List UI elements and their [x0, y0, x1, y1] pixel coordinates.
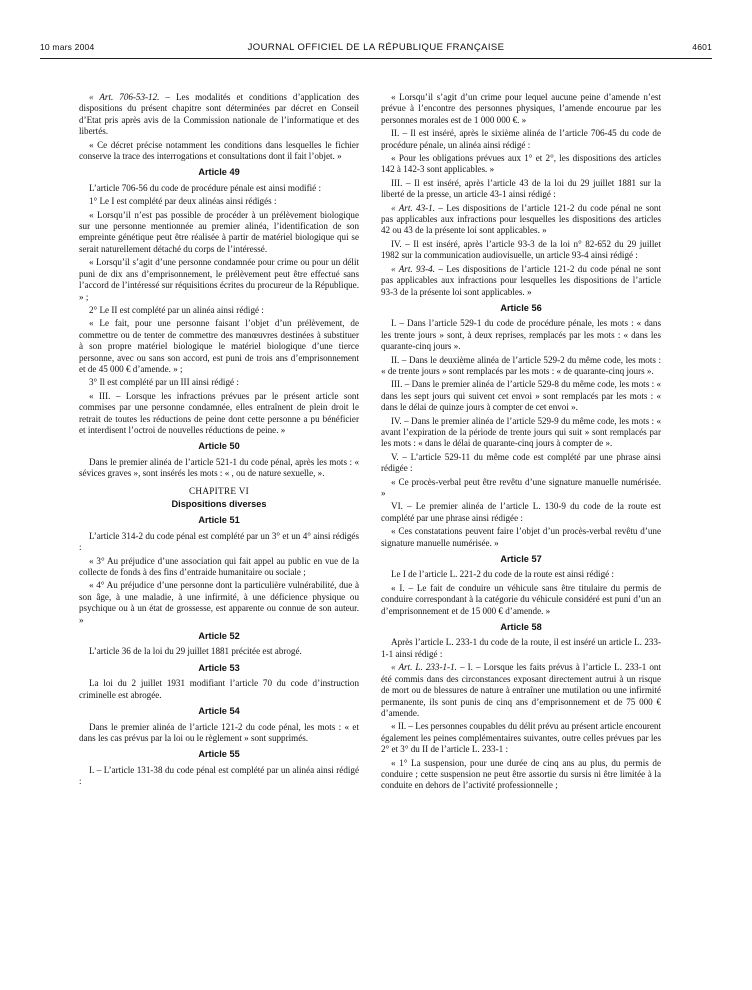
- paragraph: « Lorsqu’il n’est pas possible de procéder à un prélèvement biologique sur une personne mentionnée au premier alinéa, l’identification de son empreinte génétique peut être réalisée à partir de matériel biologique qui se serait naturellement détaché du corps de l’intéressé.: [79, 209, 359, 254]
- paragraph: [381, 203, 661, 237]
- paragraph: « I. – Le fait de conduire un véhicule sans être titulaire du permis de conduire correspondant à la catégorie du véhicule considéré est puni d’un an d’emprisonnement et de 15 000 € d’amende. »: [381, 582, 661, 616]
- header-date: 10 mars 2004: [40, 42, 95, 52]
- paragraph: « III. – Lorsque les infractions prévues par le présent article sont commises par une personne condamnée, elles entraînent de plein droit le retrait de toutes les réductions de peine dont cette personne a pu bénéficier et interdisent l’octroi de nouvelles réductions de peine. »: [79, 390, 359, 435]
- paragraph: III. – Il est inséré, après l’article 43 de la loi du 29 juillet 1881 sur la liberté de la presse, un article 43-1 ainsi rédigé :: [381, 177, 661, 200]
- paragraph: « Le fait, pour une personne faisant l’objet d’un prélèvement, de commettre ou de tenter de commettre des manœuvres destinées à substituer à son propre matériel biologique le matériel biologique d’une tierce personne, avec ou sans son accord, est puni de trois ans d’emprisonnement et de 45 000 € d’amende. » ;: [79, 318, 359, 374]
- paragraph: [381, 264, 661, 298]
- paragraph: Après l’article L. 233-1 du code de la route, il est inséré un article L. 233-1-1 ainsi rédigé :: [381, 637, 661, 659]
- paragraph: I. – L’article 131-38 du code pénal est complété par un alinéa ainsi rédigé :: [79, 764, 359, 787]
- header-rule: [40, 58, 712, 59]
- page-header: [40, 42, 712, 56]
- paragraph: « 4° Au préjudice d’une personne dont la particulière vulnérabilité, due à son âge, à une maladie, à une infirmité, à une déficience physique ou psychique ou à un état de grossesse, est apparente ou connue de son auteur. »: [79, 580, 359, 625]
- article-heading: Article 55: [198, 749, 240, 760]
- paragraph: « Ce procès-verbal peut être revêtu d’une signature manuelle numérisée. »: [381, 476, 661, 498]
- paragraph: IV. – Il est inséré, après l’article 93-3 de la loi n° 82-652 du 29 juillet 1982 sur la communication audiovisuelle, un article 93-4 ainsi rédigé :: [381, 238, 661, 261]
- article-heading: Article 53: [198, 662, 240, 673]
- chapter-heading: CHAPITRE VI: [188, 485, 250, 496]
- paragraph: « II. – Les personnes coupables du délit prévu au présent article encourent également les peines complémentaires suivantes, outre celles prévues par les 2° et 3° du II de l’article L. 233-1 :: [381, 721, 661, 755]
- article-heading: Article 52: [198, 631, 240, 642]
- left-column: [79, 92, 359, 790]
- paragraph: VI. – Le premier alinéa de l’article L. 130-9 du code de la route est complété par une phrase ainsi rédigée :: [381, 501, 661, 523]
- paragraph: II. – Il est inséré, après le sixième alinéa de l’article 706-45 du code de procédure pénale, un alinéa ainsi rédigé :: [381, 128, 661, 150]
- paragraph: 1° Le I est complété par deux alinéas ainsi rédigés :: [89, 196, 277, 207]
- paragraph: « 1° La suspension, pour une durée de cinq ans au plus, du permis de conduire ; cette suspension ne peut être assortie du sursis ni être limitée à la conduite en dehors de l’activité professionnelle ;: [381, 757, 661, 791]
- paragraph: « Ce décret précise notamment les conditions dans lesquelles le fichier conserve la trace des interrogations et consultations dont il fait l’objet. »: [79, 139, 359, 162]
- article-heading: Article 56: [500, 302, 542, 313]
- article-ref: « Art. L. 233-1-1.: [391, 662, 457, 673]
- paragraph-text: – I. – Lorsque les faits prévus à l’article L. 233-1 ont été commis dans des circonstances exposant directement autrui à un risque de mort ou de blessures de nature à entraîner une mutilation ou une infirmité permanente, ils sont punis de cinq ans d’emprisonnement et de 75 000 € d’amende.: [381, 662, 661, 718]
- paragraph: « Pour les obligations prévues aux 1° et 2°, les dispositions des articles 142 à 142-3 sont applicables. »: [381, 153, 661, 175]
- chapter-title: Dispositions diverses: [171, 499, 267, 509]
- paragraph: « Lorsqu’il s’agit d’un crime pour lequel aucune peine d’amende n’est prévue à l’encontre des personnes physiques, l’amende encourue par les personnes morales est de 1 000 000 €. »: [381, 92, 661, 125]
- paragraph: I. – Dans l’article 529-1 du code de procédure pénale, les mots : « dans les trente jours » sont, à deux reprises, remplacés par les mots : « dans les quarante-cinq jours ».: [381, 318, 661, 352]
- article-heading: Article 51: [198, 515, 240, 526]
- article-heading: Article 58: [500, 622, 542, 633]
- paragraph: II. – Dans le deuxième alinéa de l’article 529-2 du même code, les mots : « de trente jours » sont remplacés par les mots : « de quarante-cinq jours ».: [381, 354, 661, 376]
- paragraph: [381, 662, 661, 719]
- article-heading: Article 50: [198, 441, 240, 452]
- journal-title: JOURNAL OFFICIEL DE LA RÉPUBLIQUE FRANÇAISE: [247, 42, 505, 53]
- right-column: [381, 92, 661, 794]
- paragraph: [79, 92, 359, 138]
- paragraph: La loi du 2 juillet 1931 modifiant l’article 70 du code d’instruction criminelle est abrogée.: [79, 678, 359, 700]
- paragraph: Dans le premier alinéa de l’article 521-1 du code pénal, après les mots : « sévices graves », sont insérés les mots : « , ou de nature sexuelle, ».: [79, 456, 359, 479]
- paragraph: L’article 314-2 du code pénal est complété par un 3° et un 4° ainsi rédigés :: [79, 530, 359, 553]
- paragraph: « Lorsqu’il s’agit d’une personne condamnée pour crime ou pour un délit puni de dix ans d’emprisonnement, le prélèvement peut être effectué sans l’accord de l’intéressé sur réquisitions écrites du procureur de la République. » ;: [79, 257, 359, 302]
- article-ref: « Art. 93-4.: [391, 263, 435, 274]
- paragraph-text: – Les dispositions de l’article 121-2 du code pénal ne sont pas applicables aux infractions pour lesquelles les dispositions des articles 42 ou 43 de la présente loi sont applicables. »: [381, 202, 661, 236]
- paragraph: L’article 706-56 du code de procédure pénale est ainsi modifié :: [89, 182, 321, 193]
- article-heading: Article 54: [198, 706, 240, 717]
- paragraph: V. – L’article 529-11 du même code est complété par une phrase ainsi rédigée :: [381, 451, 661, 474]
- paragraph: IV. – Dans le premier alinéa de l’article 529-9 du même code, les mots : « avant l’expiration de la période de trente jours qui suit » sont remplacés par les mots : « dans le délai de quarante-cinq jours à compter de ».: [381, 415, 661, 449]
- paragraph: « 3° Au préjudice d’une association qui fait appel au public en vue de la collecte de fonds à des fins d’entraide humanitaire ou sociale ;: [79, 555, 359, 578]
- article-heading: Article 49: [198, 167, 240, 178]
- paragraph: 2° Le II est complété par un alinéa ainsi rédigé :: [89, 304, 264, 315]
- paragraph: III. – Dans le premier alinéa de l’article 529-8 du même code, les mots : « dans les sept jours qui suivent cet envoi » sont remplacés par les mots : « dans le délai de quinze jours à compter de cet envoi ».: [381, 379, 661, 413]
- paragraph: Le I de l’article L. 221-2 du code de la route est ainsi rédigé :: [391, 569, 614, 580]
- article-ref: « Art. 43-1.: [391, 202, 435, 213]
- paragraph-text: – Les dispositions de l’article 121-2 du code pénal ne sont pas applicables aux infractions pour lesquelles les dispositions de l’article 93-3 de la présente loi sont applicables. »: [381, 263, 661, 297]
- article-ref: « Art. 706-53-12.: [89, 92, 160, 102]
- paragraph-text: – Les modalités et conditions d’application des dispositions du présent chapitre sont déterminées par décret en Conseil d’Etat pris après avis de la Commission nationale de l’informatique et des libertés.: [79, 92, 359, 137]
- paragraph: « Ces constatations peuvent faire l’objet d’un procès-verbal revêtu d’une signature manuelle numérisée. »: [381, 526, 661, 548]
- paragraph: L’article 36 de la loi du 29 juillet 1881 précitée est abrogé.: [89, 646, 302, 657]
- page-number: 4601: [692, 42, 712, 52]
- paragraph: Dans le premier alinéa de l’article 121-2 du code pénal, les mots : « et dans les cas prévus par la loi ou le règlement » sont supprimés.: [79, 721, 359, 743]
- paragraph: 3° Il est complété par un III ainsi rédigé :: [89, 377, 239, 388]
- article-heading: Article 57: [500, 554, 542, 565]
